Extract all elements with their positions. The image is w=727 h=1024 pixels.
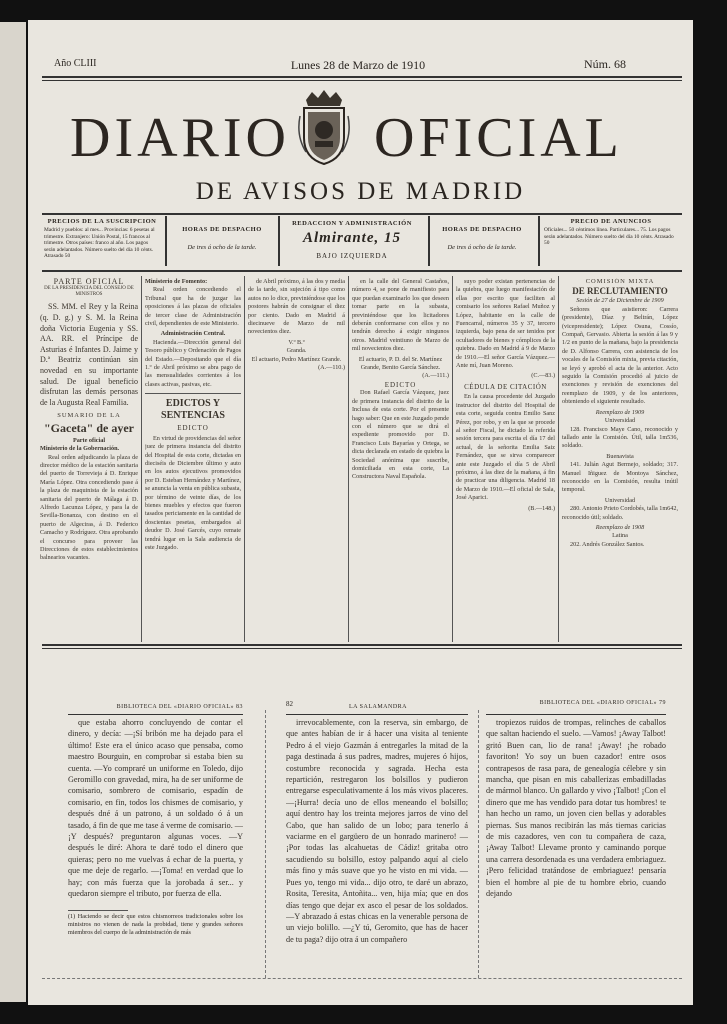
ref-a111: (A.—111.) [422,372,449,380]
column-divider [558,276,559,642]
parte-oficial-heading: PARTE OFICIAL [53,278,125,286]
horas-title-1: HORAS DE DESPACHO [182,226,262,233]
right-serial-text [486,717,666,973]
parte-oficial-sub: Parte oficial [72,436,106,444]
edictos-heading: EDICTOS Y SENTENCIAS [161,398,225,422]
left-header-rule [68,714,243,715]
column-divider [452,276,453,642]
top-rule [42,76,682,78]
horas-title-2: HORAS DE DESPACHO [442,226,522,233]
masthead-subtitle: DE AVISOS DE MADRID [195,178,526,205]
cedula-text: En la causa procedente del Juzgado instructor del distrito del Hospital de esta corte, seguida contra Emilio Sanz Pérez, por robo, y en la que se procede al señor Fiscal, he dictado la referida sesión tercera para escrita el día 17 del actual, de la señorita Emilia Saiz Fernández, que se sirva comparecer ante este Juzgado el día 5 de Abril próximo, á las diez de la mañana, á fin de practicar una diligencia. Madrid 18 de Marzo de 1910.—El oficial de Sala, José Aparici. [456,393,555,502]
redaccion-title: REDACCION Y ADMINISTRACIÓN [292,220,412,227]
edicto-continuation: de Abril próximo, á las dos y media de la tarde, sin sujeción á tipo como autos no lo dice, previniéndose que los postores habrán de consignar el diez por ciento. Dado en Madrid á diecinueve de Marzo de mil novecientos diez. [248,278,345,336]
masthead-rule [42,213,682,215]
issue-date: Lunes 28 de Marzo de 1910 [290,58,426,72]
info-divider [278,216,280,266]
mid-serial-header: LA SALAMANDRA [348,704,407,710]
precios-title: PRECIOS DE LA SUSCRIPCION [47,218,157,225]
info-bar [42,216,682,268]
quiebra-continuation: suyo poder existan pertenencias de la quiebra, que luego manifestación de ellas por escrito que faciliten al comisario los señores Rafael Muñoz y López, habitante en la calle de Fuencarral, números 35 y 37, tercero izquierda, bajo pena de ser tenidos por ocultadores de bienes y cómplices de la quiebra. Dado en Madrid á 9 de Marzo de 1910.—El señor García Vázquez.—Ante mí, Juan Moreno. [456,278,555,370]
info-rule [42,270,682,272]
horas-text-1: De tres á ocho de la tarde. [187,244,257,251]
left-footnote: (1) Haciendo se decir que estos chismorreos tradicionales sobre los ministros no vienen de nada la probidad, tiene y grandes señores miembros del cuerpo de la administración de más [68,913,243,936]
distrito-buenavista: Buenavista [606,452,634,460]
madrid-coat-of-arms-icon [296,86,352,168]
adjacent-page-edge [0,22,26,1002]
section-rule [145,393,241,394]
masthead-oficial: OFICIAL [374,107,623,169]
cut-line [478,710,479,978]
edicto-text-1: En virtud de providencias del señor juez de primera instancia del distrito del Hospital de esta corte, dictadas en dieciséis de Diciembre último y auto en los autos ejecutivos promovidos por D. Esteban Hernández y Martínez, se anuncia la venta en pública subasta, por término de veinte días, de los bienes muebles y efectos que fueron tasados periciamente en la cantidad de doscientas pesetas, embargados al deudor D. José Garcés, cuyo remate tendrá lugar en la Sala audiencia de este Juzgado. [145,434,241,551]
sesion-text: Señores que asistieron: Carrera (presidente), Díaz y Beltrán, López (vicepresidente); López Osuna, Cossío, Compañ, Gervasio. Abierta la sesión á las 9 y 1/2 en punto de la mañana, bajo la presidencia de D. Alfonso Carrera, con asistencia de los vocales de la Comisión mixta, previa citación, se leyó y aprobó el acta de la anterior. Acto seguido la Comisión procedió al juicio de exenciones y revisión de exenciones del reemplazo de 1909, y de los anteriores, obteniendo el siguiente resultado. [562,305,678,406]
reemplazo-1908: Reemplazo de 1908 [595,523,645,531]
ref-b148: (B.—148.) [528,504,555,512]
mid-rule-thin [42,648,682,649]
quiebra-text: Don Rafael García Vázquez, juez de primera instancia del distrito de la Inclusa de esta corte. Por el presente hago saber: Que en este Juzgado pende con el número que se dirá el expediente promovido por D. Francisco Luis Bayarías y Ortega, se dicta declarada en estado de quiebra la Sociedad anónima que suscribe, domiciliada en esta corte, La Constructora Naval Española. [352,389,449,481]
left-serial-paragraph: que estaba ahorro concluyendo de contar el dinero, y decía: —¡Sí bribón me ha dejado para el último! Este era el único acaso que pensaba, como maestro Bourguin, en comprobar si estaba bien su cuenta. —Yo compraré un uniforme en Toledo, dijo Geromillo con gravedad, mira, ha de ser uniforme de comisario, sombrero de comisario, espadín de comisario, en fin, todos los chismes de comisario, y después dné á un patrono, á un soldado ó á un tasado, á fin de que me tase á verme de comisario. —¡Y después? preguntaron algunas voces. —Y después le diré: Ahora te daré todo el dinero que quieras; pero no me vuelvas á echar de la puerta, y que me deje de regarlo. —¡Toma! en verdad que lo hay; con más fuerza que la jorobada á ser... y quedaron siempre el tributo, por fuerza de ella. [68,718,243,899]
cut-line [265,710,266,978]
right-serial-paragraph: tropiezos ruidos de trompas, relinches de caballos que saltan haciendo el suelo. —Vamos! ¡Away Talbot! gritó Buen can, lio de rana! ¡Away! ¡he robado favoriton! Yo soy un buen cazador! entre osos contrapesos de rasa para, de genealogía célebre y sin mancha, que pisan en mis caballerizas embadilladas de mármol blanco. Un gallardo y vivo ¡Talbot! ¡Con el dinero que me has vendido para dotar tus hombres! te han hecho un ramo, un joven cien bellas y adorables piernas. Sus manos recibirán las más tiernas caricias de mis cazadores, ven con tu compañera de caza, ¡Away Talbot! Llevame pronto y caminando porque una carrera desordenada es una verdadera embriaguez. ¡Pero felicidad tratándose de embriaguez! pensaría bien el hombre al pie de tu hombre ebrio, cuando dejando [486,718,666,899]
actuario-signature: El actuario, Pedro Martínez Grande. [251,355,342,363]
hacienda-text: Hacienda.—Dirección general del Tesoro público y Ordenación de Pagos del Estado.—Depositando que el día 1.º de Abril próximo se abra pago de las mensualidades corrientes á los clases activas, pasivas, etc. [145,338,241,388]
actuario-2: El actuario, P. D. del Sr. Martínez Grande, Benito García Sánchez. [358,355,443,372]
sumario-label: SUMARIO DE LA [57,412,121,420]
column-divider [348,276,349,642]
entry-280: 280. Antonio Prieto Cordobés, talla 1m642, reconocido útil; soldado. [562,505,678,521]
horas-text-2: De tres á ocho de la tarde. [447,244,517,251]
royal-family-notice: SS. MM. el Rey y la Reina (q. D. g.) y S. M. la Reina doña Victoria Eugenia y SS. AA. RR. el Príncipe de Asturias é Infantes D. Jaime y D.ª Beatriz continúan sin novedad en su importante salud. De igual beneficio disfrutan las demás personas de la Augusta Real Familia. [40,302,138,407]
reemplazo-1909: Reemplazo de 1909 [595,408,645,416]
address: Almirante, 15 [302,230,401,246]
mid-rule [42,644,682,646]
column-6 [562,278,678,640]
anuncios-text: Oficiales... 50 céntimos línea. Particulares... 75. Los pagos serán adelantados. Número suelto del día 10 cénts. Atrasado 50 [544,227,674,247]
column-5 [456,278,555,640]
mid-serial-text [286,717,468,973]
comision-mixta: COMISIÓN MIXTA [585,278,655,285]
top-rule-thin [42,80,682,81]
distrito-universidad-2: Universidad [604,496,636,504]
precios-text: Madrid y pueblos: al mes... Provincias: 6 pesetas al trimestre. Extranjero: Unión Postal, 15 francos al trimestre. Otros países: franco al año. Los pagos serán adelantados. Número suelto del día 10 cénts. Atrasado 50 [44,227,155,260]
presidencia-sub: DE LA PRESIDENCIA DEL CONSEJO DE MINISTROS [44,286,134,298]
mid-serial-paragraph: irrevocablemente, con la reserva, sin embargo, de que antes habían de ir á hacer una visita al teniente Pedro á el viejo Gazmán á entregarles la mitad de la paga destinada á sus padres, madres, mujeres ó hijos, costumbre reconocida y sagrada. Hecha esta repartición, restregaron los bolsillos y pudieron entregarse especulativamente á los más vivos placeres. —¡Hurra! decía uno de ellos meneando el bolsillo; aquí dentro hay los treinta mejores jarros de vino del Cabo, que han salido de un lobo; para tenerlo á vaciarme en el gargüero de un honrado marinero! —¡Por todas las alcahuetas de Cádiz! gritaba otro sacudiendo su bolsillo, estoy palpando aquí al cielo más fino y más suave que yo he visto en mi vida. —Pues yo, tengo mi vida... dijo otro, te daré un abrazo, Rosita, Teresita, Antoñita... ven, hija mía; que en dos días tengo que dejar ex asco el pesar de los soldados. —Y abrazado á estas chicas en la venerable persona de un viejo bolillo. —¿Y tú, Geromito, que has de hacer de tu paga? dijo otra á un compañero [286,718,468,944]
entry-202: 202. Andrés González Santos. [570,540,645,548]
left-serial-text [68,717,243,907]
distrito-universidad: Universidad [604,417,636,425]
visto-bueno: V.º B.º [288,338,305,346]
column-2 [145,278,241,640]
anuncios-title: PRECIO DE ANUNCIOS [570,218,652,225]
gaceta-heading: "Gaceta" de ayer [44,420,134,435]
column-3 [248,278,345,640]
address-sub: BAJO IZQUIERDA [316,252,388,260]
column-1 [40,278,138,640]
info-divider [538,216,540,266]
left-serial-header: BIBLIOTECA DEL «DIARIO OFICIAL» 83 [116,704,243,710]
edicto-label-2: EDICTO [384,380,417,389]
newspaper-page [28,20,693,1005]
ministerio-fomento: Ministerio de Fomento: [145,278,208,285]
reclutamiento-heading: DE RECLUTAMIENTO [572,286,668,297]
right-header-rule [486,714,666,715]
admin-central: Administración Central. [160,330,226,338]
fomento-text: Real orden concediendo el Tribunal que ha de juzgar las oposiciones á las plazas de oficiales de tercer clase de Administración civil, dependientes de este Ministerio. [145,286,241,328]
year-label: Año CLIII [54,58,97,69]
granda-signature: Granda. [286,347,307,355]
distrito-latina: Latina [612,532,628,540]
ministerio-gobernacion: Ministerio de la Gobernación. [40,445,120,453]
bottom-cut-line [42,978,682,979]
column-divider [141,276,142,642]
entry-128: 128. Francisco Maye Cano, reconocido y tallado ante la Comisión. Útil, talla 1m536, soldado. [562,425,678,450]
masthead-diario: DIARIO [70,107,290,169]
sesion-date: Sesión de 27 de Diciembre de 1909 [576,297,664,305]
gobernacion-text: Real orden adjudicando la plaza de director médico de la estación sanitaria del puerto de Torrevieja á D. Enrique María López. Otra concediendo pase á la plaza de maquinista de la estación sanitaria del puerto de Málaga á D. Alfredo Lacunza López, y para la de Sevilla-Bonanza, con destino en el puerto de Algeciras, á D. Federico Camacho y Rodríguez. Otra aprobando el concurso para proveer las Direcciones de estos establecimientos balnearios vacantes. [40,453,138,562]
issue-number: Núm. 68 [584,57,626,71]
info-divider [165,216,167,266]
ref-a110: (A.—110.) [318,364,345,372]
edicto-label: EDICTO [177,424,209,433]
mid-header-rule [286,714,468,715]
footnote-rule [68,910,128,911]
column-divider [244,276,245,642]
ref-c83: (C.—83.) [531,372,555,380]
entry-141: 141. Julián Agut Bermejo, soldado; 317. Manuel Iñiguez de Montoya Sánchez, reconocido en la Comisión, resulta inútil temporal. [562,461,678,494]
cedula-heading: CÉDULA DE CITACIÓN [464,382,547,391]
info-divider [428,216,430,266]
column-4 [352,278,449,640]
subasta-text: en la calle del General Castaños, número 4, se pone de manifiesto para que puedan examinarlo los que deseen tomar parte en la subasta, previniéndose que los licitadores deberán conformarse con ellos y no tendrán derecho á exigir ningunos otros. Madrid veintiuno de Marzo de mil novecientos diez. [352,278,449,353]
right-serial-header: BIBLIOTECA DEL «DIARIO OFICIAL» 79 [539,700,666,706]
mid-serial-page: 82 [286,700,293,708]
